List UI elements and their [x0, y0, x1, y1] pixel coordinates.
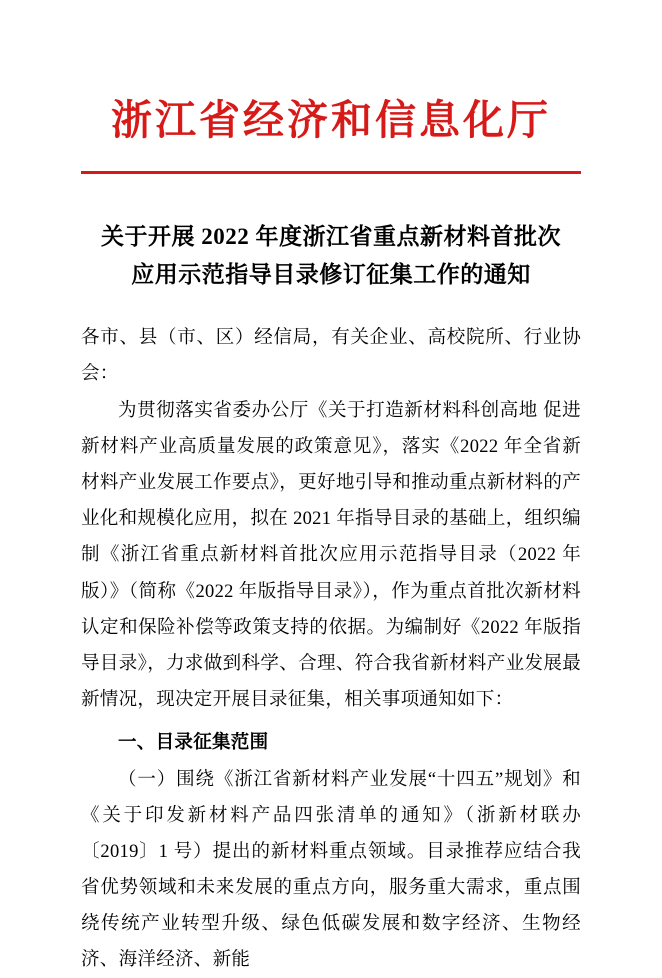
page-title-line-1: 关于开展 2022 年度浙江省重点新材料首批次: [101, 224, 561, 250]
section-1-paragraph-1: （一）围绕《浙江省新材料产业发展“十四五”规划》和《关于印发新材料产品四张清单的通知》（浙新材联办〔2019〕1 号）提出的新材料重点领域。目录推荐应结合我省优势领域和未来发展的重点方向，服务重大需求，重点围绕传统产业转型升级、绿色低碳发展和数字经济、生物经济、海洋经济、新能: [81, 769, 581, 971]
section-1-heading: 一、目录征集范围: [118, 732, 269, 753]
masthead-divider: [81, 171, 581, 174]
masthead: [0, 0, 662, 145]
document-body: [81, 320, 581, 978]
page-title: [81, 218, 581, 294]
body-paragraph-1: 为贯彻落实省委办公厅《关于打造新材料科创高地 促进新材料产业高质量发展的政策意见》，落实《2022 年全省新材料产业发展工作要点》，更好地引导和推动重点新材料的产业化和规模化应用，拟在 2021 年指导目录的基础上，组织编制《浙江省重点新材料首批次应用示范指导目录（2022 年版）》（简称《2022 年版指导目录》），作为重点首批次新材料认定和保险补偿等政策支持的依据。为编制好《2022 年版指导目录》，力求做到科学、合理、符合我省新材料产业发展最新情况，现决定开展目录征集，相关事项通知如下：: [81, 401, 581, 710]
issuing-authority-title: 浙江省经济和信息化厅: [111, 97, 551, 143]
page-title-line-2: 应用示范指导目录修订征集工作的通知: [131, 262, 531, 288]
recipients-line: 各市、县（市、区）经信局，有关企业、高校院所、行业协会：: [81, 328, 581, 385]
